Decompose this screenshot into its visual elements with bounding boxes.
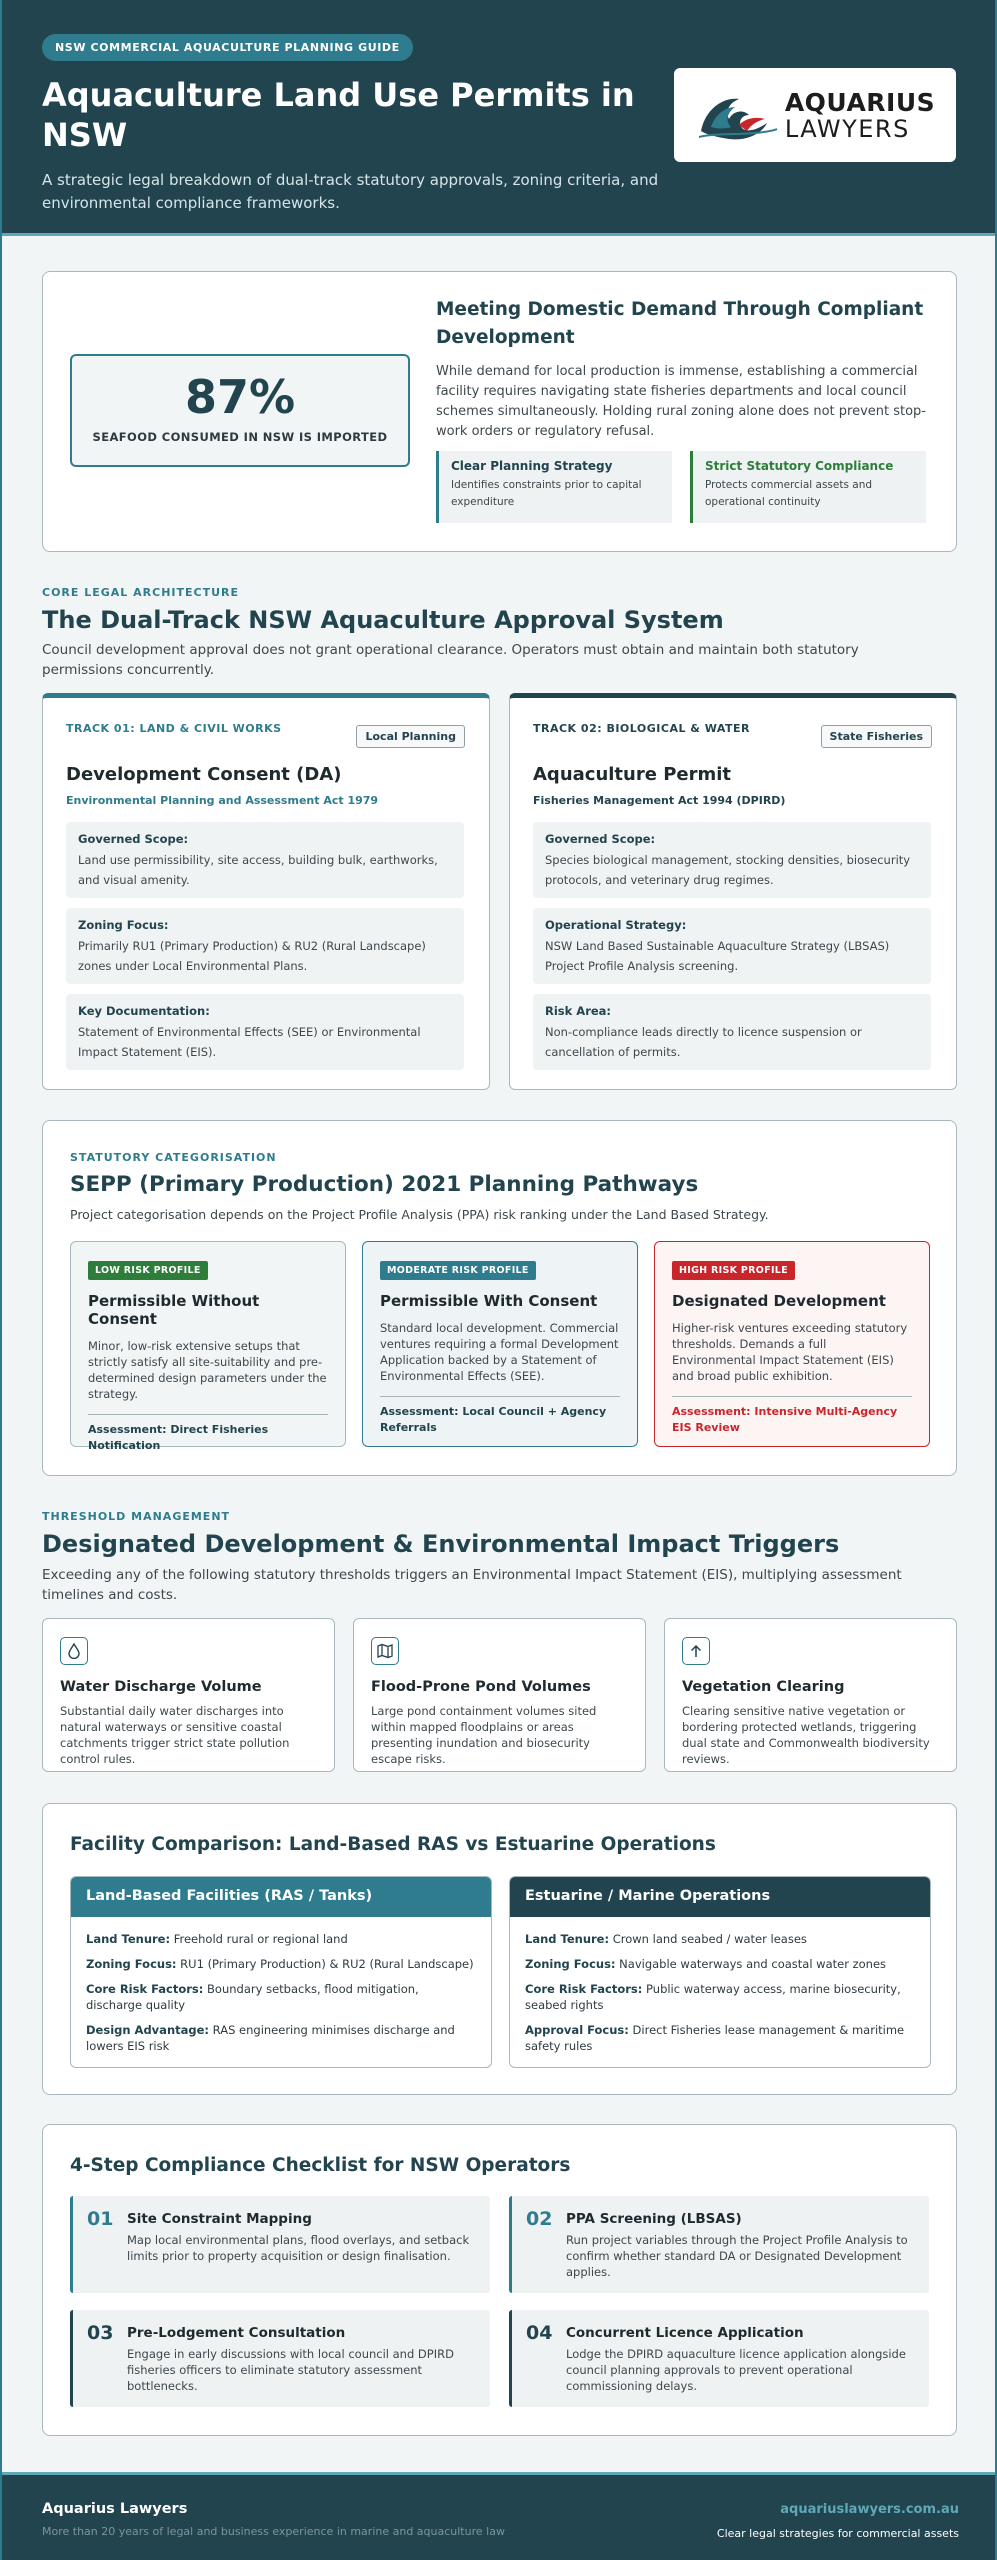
stat-heading: Meeting Domestic Demand Through Compliant Development — [436, 299, 924, 348]
row-key: Zoning Focus: — [525, 1957, 616, 1971]
checklist-title: 4-Step Compliance Checklist for NSW Operators — [70, 2155, 571, 2176]
checklist-step — [509, 2310, 929, 2407]
footer-slogan: Clear legal strategies for commercial assets — [716, 2527, 959, 2540]
footer-brand: Aquarius Lawyers — [42, 2501, 188, 2517]
map-icon — [371, 1637, 399, 1665]
stat-value: 87% — [184, 370, 296, 424]
logo-text-secondary: LAWYERS — [784, 114, 910, 143]
footer-website-link[interactable]: aquariuslawyers.com.au — [780, 2502, 959, 2517]
track-card-land — [42, 693, 490, 1090]
step-number: 01 — [87, 2208, 114, 2230]
step-title: PPA Screening (LBSAS) — [566, 2211, 742, 2227]
row-value: Direct Fisheries lease management & maritime safety rules — [525, 2023, 905, 2053]
step-title: Pre-Lodgement Consultation — [127, 2325, 346, 2341]
mini-box-title: Strict Statutory Compliance — [705, 459, 894, 473]
row-key: Core Risk Factors: — [86, 1982, 204, 1996]
trigger-card-vegetation — [664, 1618, 957, 1772]
water-drop-icon — [60, 1637, 88, 1665]
column-header: Land-Based Facilities (RAS / Tanks) — [71, 1877, 491, 1917]
checklist-step — [70, 2196, 490, 2293]
comparison-row — [525, 1981, 915, 2013]
track-item — [66, 822, 464, 898]
checklist-step — [509, 2196, 929, 2293]
track-item-title: Governed Scope: — [78, 832, 189, 846]
moderate-risk-card — [362, 1241, 638, 1447]
footer-tagline: More than 20 years of legal and business experience in marine and aquaculture law — [42, 2525, 505, 2538]
comparison-title: Facility Comparison: Land-Based RAS vs Estuarine Operations — [70, 1834, 716, 1855]
track-item — [66, 994, 464, 1070]
risk-assessment: Assessment: Local Council + Agency Referrals — [380, 1405, 607, 1434]
comparison-row — [86, 2022, 476, 2054]
track-item-desc: NSW Land Based Sustainable Aquaculture Strategy (LBSAS) Project Profile Analysis screening. — [545, 939, 890, 973]
row-key: Approval Focus: — [525, 2023, 629, 2037]
logo-text-primary: AQUARIUS — [784, 87, 936, 117]
track-item-desc: Land use permissibility, site access, building bulk, earthworks, and visual amenity. — [78, 853, 438, 887]
state-fisheries-badge: State Fisheries — [821, 725, 932, 748]
track-item — [533, 908, 931, 984]
row-value: Navigable waterways and coastal water zones — [615, 1957, 887, 1971]
sepp-eyebrow: STATUTORY CATEGORISATION — [70, 1151, 277, 1164]
comparison-row — [86, 1956, 476, 1972]
row-key: Design Advantage: — [86, 2023, 210, 2037]
dual-track-title: The Dual-Track NSW Aquaculture Approval System — [42, 606, 724, 634]
track-tag: TRACK 01: LAND & CIVIL WORKS — [66, 722, 282, 735]
row-key: Zoning Focus: — [86, 1957, 177, 1971]
comparison-card — [42, 1803, 957, 2095]
high-risk-card — [654, 1241, 930, 1447]
mini-box-desc: Identifies constraints prior to capital expenditure — [451, 479, 642, 508]
divider — [380, 1396, 620, 1397]
divider — [88, 1414, 328, 1415]
risk-desc: Standard local development. Commercial ventures requiring a formal Development Application backed by a Statement of Environmental Effects (SEE). — [380, 1321, 619, 1383]
row-value: Boundary setbacks, flood mitigation, discharge quality — [86, 1982, 419, 2012]
land-based-column — [70, 1876, 492, 2068]
trigger-title: Water Discharge Volume — [60, 1679, 262, 1695]
arrow-up-icon — [682, 1637, 710, 1665]
planning-strategy-box — [436, 451, 672, 523]
risk-title: Permissible With Consent — [380, 1292, 598, 1310]
stat-label: SEAFOOD CONSUMED IN NSW IS IMPORTED — [92, 430, 388, 444]
guide-pill: NSW COMMERCIAL AQUACULTURE PLANNING GUIDE — [42, 34, 413, 61]
trigger-title: Flood-Prone Pond Volumes — [371, 1679, 591, 1695]
logo[interactable] — [674, 68, 956, 162]
track-item-title: Key Documentation: — [78, 1004, 210, 1018]
sepp-card — [42, 1120, 957, 1476]
row-value: Crown land seabed / water leases — [609, 1932, 807, 1946]
risk-badge: LOW RISK PROFILE — [88, 1261, 208, 1280]
estuarine-column — [509, 1876, 931, 2068]
track-item-title: Governed Scope: — [545, 832, 656, 846]
row-key: Land Tenure: — [86, 1932, 171, 1946]
sepp-title: SEPP (Primary Production) 2021 Planning Pathways — [70, 1172, 699, 1197]
sepp-desc: Project categorisation depends on the Project Profile Analysis (PPA) risk ranking under the Land Based Strategy. — [70, 1207, 769, 1222]
trigger-card-flood — [353, 1618, 646, 1772]
triggers-eyebrow: THRESHOLD MANAGEMENT — [42, 1510, 231, 1523]
risk-title: Permissible Without Consent — [88, 1292, 260, 1328]
checklist-step — [70, 2310, 490, 2407]
low-risk-card — [70, 1241, 346, 1452]
track-act: Environmental Planning and Assessment Act 1979 — [66, 794, 379, 807]
risk-desc: Higher-risk ventures exceeding statutory thresholds. Demands a full Environmental Impact Statement (EIS) and broad public exhibition. — [672, 1321, 908, 1383]
step-number: 04 — [526, 2322, 553, 2344]
header — [2, 0, 995, 236]
stat-body: While demand for local production is immense, establishing a commercial facility requires navigating state fisheries departments and local council schemes simultaneously. Holding rural zoning alone does not prevent stop-work orders or regulatory refusal. — [436, 364, 926, 439]
divider — [672, 1396, 912, 1397]
track-item-desc: Species biological management, stocking densities, biosecurity protocols, and veterinary drug regimes. — [545, 853, 911, 887]
step-desc: Run project variables through the Project Profile Analysis to confirm whether standard DA or Designated Development applies. — [566, 2233, 908, 2279]
track-item-desc: Statement of Environmental Effects (SEE) or Environmental Impact Statement (EIS). — [78, 1025, 421, 1059]
row-value: RU1 (Primary Production) & RU2 (Rural Landscape) — [176, 1957, 474, 1971]
track-card-biological — [509, 693, 957, 1090]
mini-box-desc: Protects commercial assets and operational continuity — [705, 479, 873, 508]
trigger-card-water — [42, 1618, 335, 1772]
track-title: Aquaculture Permit — [533, 764, 732, 785]
trigger-desc: Clearing sensitive native vegetation or bordering protected wetlands, triggering dual state and Commonwealth biodiversity reviews. — [682, 1704, 930, 1766]
track-item-title: Zoning Focus: — [78, 918, 169, 932]
risk-desc: Minor, low-risk extensive setups that strictly satisfy all site-suitability and pre-determined design parameters under the strategy. — [88, 1339, 327, 1401]
row-value: Public waterway access, marine biosecurity, seabed rights — [525, 1982, 901, 2012]
triggers-title: Designated Development & Environmental Impact Triggers — [42, 1530, 840, 1558]
track-tag: TRACK 02: BIOLOGICAL & WATER — [533, 722, 751, 735]
page-title: Aquaculture Land Use Permits in NSW — [42, 76, 635, 154]
track-act: Fisheries Management Act 1994 (DPIRD) — [533, 794, 786, 807]
column-header: Estuarine / Marine Operations — [510, 1877, 930, 1917]
comparison-row — [525, 2022, 915, 2054]
trigger-title: Vegetation Clearing — [682, 1679, 845, 1695]
track-item-desc: Primarily RU1 (Primary Production) & RU2 (Rural Landscape) zones under Local Environmental Plans. — [78, 939, 426, 973]
track-item — [66, 908, 464, 984]
comparison-row — [86, 1931, 476, 1947]
row-value: RAS engineering minimises discharge and lowers EIS risk — [86, 2023, 455, 2053]
dual-track-desc: Council development approval does not grant operational clearance. Operators must obtain and maintain both statutory permissions concurrently. — [42, 642, 859, 678]
step-title: Concurrent Licence Application — [566, 2325, 804, 2341]
track-item-desc: Non-compliance leads directly to licence suspension or cancellation of permits. — [545, 1025, 862, 1059]
track-title: Development Consent (DA) — [66, 764, 342, 785]
footer — [2, 2472, 997, 2560]
statutory-compliance-box — [690, 451, 926, 523]
trigger-desc: Large pond containment volumes sited within mapped floodplains or areas presenting inundation and biosecurity escape risks. — [371, 1704, 597, 1766]
step-number: 03 — [87, 2322, 114, 2344]
risk-assessment: Assessment: Direct Fisheries Notification — [88, 1423, 269, 1452]
step-desc: Map local environmental plans, flood overlays, and setback limits prior to property acquisition or design finalisation. — [127, 2233, 470, 2263]
risk-assessment: Assessment: Intensive Multi-Agency EIS Review — [672, 1405, 898, 1434]
step-desc: Engage in early discussions with local council and DPIRD fisheries officers to eliminate statutory assessment bottlenecks. — [127, 2347, 454, 2393]
track-item-title: Risk Area: — [545, 1004, 612, 1018]
comparison-row — [525, 1931, 915, 1947]
row-value: Freehold rural or regional land — [170, 1932, 348, 1946]
stat-box — [70, 354, 410, 467]
row-key: Land Tenure: — [525, 1932, 610, 1946]
track-item — [533, 994, 931, 1070]
triggers-desc: Exceeding any of the following statutory thresholds triggers an Environmental Impact Statement (EIS), multiplying assessment timelines and costs. — [42, 1567, 902, 1603]
risk-title: Designated Development — [672, 1292, 886, 1310]
step-number: 02 — [526, 2208, 553, 2230]
risk-badge: HIGH RISK PROFILE — [672, 1261, 795, 1280]
page-subtitle: A strategic legal breakdown of dual-track statutory approvals, zoning criteria, and environmental compliance frameworks. — [42, 171, 659, 212]
stat-card — [42, 271, 957, 552]
checklist-card — [42, 2124, 957, 2436]
track-item-title: Operational Strategy: — [545, 918, 687, 932]
comparison-row — [525, 1956, 915, 1972]
row-key: Core Risk Factors: — [525, 1982, 643, 1996]
local-planning-badge: Local Planning — [356, 725, 465, 748]
risk-badge: MODERATE RISK PROFILE — [380, 1261, 536, 1280]
step-desc: Lodge the DPIRD aquaculture licence application alongside council planning approvals to prevent operational commissioning delays. — [566, 2347, 906, 2393]
wave-logo-icon — [695, 87, 779, 143]
mini-box-title: Clear Planning Strategy — [451, 459, 613, 473]
step-title: Site Constraint Mapping — [127, 2211, 312, 2227]
dual-track-eyebrow: CORE LEGAL ARCHITECTURE — [42, 586, 240, 599]
comparison-row — [86, 1981, 476, 2013]
trigger-desc: Substantial daily water discharges into natural waterways or sensitive coastal catchments trigger strict state pollution control rules. — [60, 1704, 290, 1766]
track-item — [533, 822, 931, 898]
